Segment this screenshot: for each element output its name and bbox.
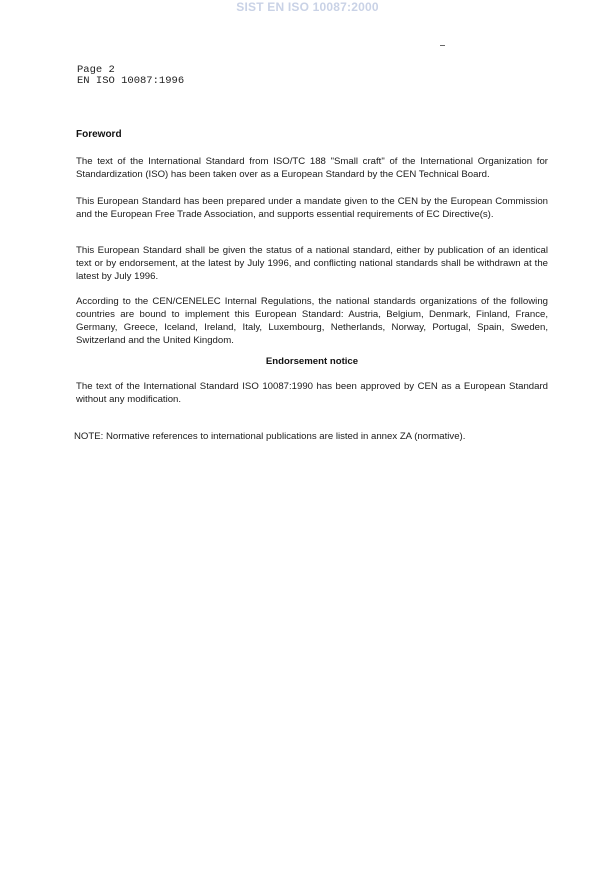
- foreword-heading: Foreword: [76, 129, 122, 140]
- document-reference: EN ISO 10087:1996: [77, 75, 185, 87]
- endorsement-heading: Endorsement notice: [265, 356, 359, 367]
- watermark: SIST EN ISO 10087:2000: [236, 0, 379, 14]
- page-header: [77, 65, 184, 87]
- foreword-paragraph: The text of the International Standard from ISO/TC 188 "Small craft" of the International Organization for Standardization (ISO) has been taken over as a European Standard by the CEN Technical Board.: [76, 156, 548, 180]
- foreword-paragraph: This European Standard shall be given the status of a national standard, either by publication of an identical text or by endorsement, at the latest by July 1996, and conflicting national standards shall be withdrawn at the latest by July 1996.: [76, 245, 548, 282]
- foreword-paragraph: This European Standard has been prepared under a mandate given to the CEN by the European Commission and the European Free Trade Association, and supports essential requirements of EC Directive(s).: [76, 196, 548, 220]
- endorsement-text: The text of the International Standard ISO 10087:1990 has been approved by CEN as a European Standard without any modification.: [76, 381, 548, 405]
- scan-mark: [440, 45, 445, 46]
- page-number: Page 2: [77, 64, 115, 76]
- foreword-paragraph: According to the CEN/CENELEC Internal Regulations, the national standards organizations of the following countries are bound to implement this European Standard: Austria, Belgium, Denmark, Finland, France, Germany, Greece, Iceland, Ireland, Italy, Luxembourg, Netherlands, Norway, Portugal, Spain, Sweden, Switzerland and the United Kingdom.: [76, 296, 548, 346]
- normative-note: NOTE: Normative references to international publications are listed in annex ZA (normative).: [74, 431, 466, 442]
